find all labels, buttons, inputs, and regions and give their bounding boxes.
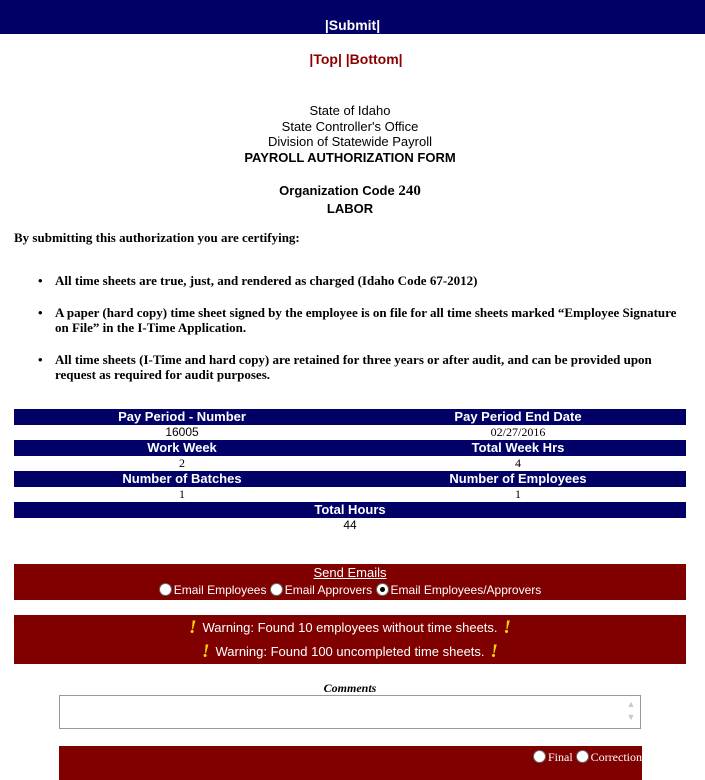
batches-label: Number of Batches <box>14 471 350 487</box>
certification-item: • All time sheets are true, just, and rendered as charged (Idaho Code 67-2012) <box>38 273 678 289</box>
final-radio[interactable] <box>533 750 546 763</box>
certification-item: • A paper (hard copy) time sheet signed by the employee is on file for all time sheets marked “Employee Signature on File” in the I-Time Application. <box>38 305 678 336</box>
bottom-link[interactable]: |Bottom| <box>345 51 403 67</box>
exclamation-icon: ! <box>189 617 197 638</box>
total-hours: 44 <box>14 518 686 534</box>
exclamation-icon: ! <box>490 641 498 662</box>
form-title: PAYROLL AUTHORIZATION FORM <box>244 149 456 165</box>
org-code: 240 <box>398 183 421 199</box>
submit-area <box>0 17 705 33</box>
org-code-label: Organization Code <box>279 183 395 198</box>
pay-period-end-label: Pay Period End Date <box>350 409 686 425</box>
comments-label: Comments <box>323 681 377 695</box>
exclamation-icon: ! <box>503 617 511 638</box>
email-employees-approvers-radio[interactable] <box>376 583 389 596</box>
office-name: State Controller's Office <box>281 118 419 134</box>
comments-textarea[interactable] <box>59 695 641 729</box>
scroll-up-icon[interactable]: ▲ <box>626 699 636 709</box>
submit-button[interactable]: |Submit| <box>324 17 381 33</box>
email-employees-approvers-label: Email Employees/Approvers <box>390 583 542 597</box>
email-approvers-label: Email Approvers <box>284 583 373 597</box>
work-week-label: Work Week <box>14 440 350 456</box>
warning-text: Warning: Found 100 uncompleted time sheets. <box>215 644 485 659</box>
total-hours-label: Total Hours <box>14 502 686 518</box>
batches-count: 1 <box>14 487 350 503</box>
pay-period-end-date: 02/27/2016 <box>350 425 686 441</box>
certification-intro: By submitting this authorization you are certifying: <box>14 230 300 245</box>
organization-block <box>0 182 700 217</box>
correction-label: Correction <box>590 750 642 764</box>
textarea-scrollbar[interactable] <box>625 698 637 726</box>
pay-period-summary <box>14 409 686 533</box>
top-link[interactable]: |Top| <box>309 51 342 67</box>
state-name: State of Idaho <box>309 103 391 118</box>
page-nav <box>0 51 705 67</box>
total-week-hrs-label: Total Week Hrs <box>350 440 686 456</box>
certification-item: • All time sheets (I-Time and hard copy) are retained for three years or after audit, and can be provided upon request as required for audit purposes. <box>38 352 678 383</box>
send-emails-panel <box>14 564 686 600</box>
org-name: LABOR <box>326 201 374 216</box>
form-header <box>0 103 700 165</box>
warning-text: Warning: Found 10 employees without time sheets. <box>202 620 498 635</box>
employees-count: 1 <box>350 487 686 503</box>
division-name: Division of Statewide Payroll <box>267 134 433 149</box>
correction-radio[interactable] <box>576 750 589 763</box>
pay-period-number-label: Pay Period - Number <box>14 409 350 425</box>
total-week-hrs: 4 <box>350 456 686 472</box>
email-approvers-radio[interactable] <box>270 583 283 596</box>
email-employees-radio[interactable] <box>159 583 172 596</box>
exclamation-icon: ! <box>202 641 210 662</box>
employees-label: Number of Employees <box>350 471 686 487</box>
scroll-down-icon[interactable]: ▼ <box>626 712 636 722</box>
email-employees-label: Email Employees <box>173 583 267 597</box>
certification-list <box>38 273 678 399</box>
pay-period-number: 16005 <box>14 425 350 441</box>
final-label: Final <box>548 750 573 764</box>
send-emails-link[interactable]: Send Emails <box>313 565 387 580</box>
warnings-panel <box>14 615 686 664</box>
submission-type-bar <box>59 746 642 780</box>
work-week: 2 <box>14 456 350 472</box>
